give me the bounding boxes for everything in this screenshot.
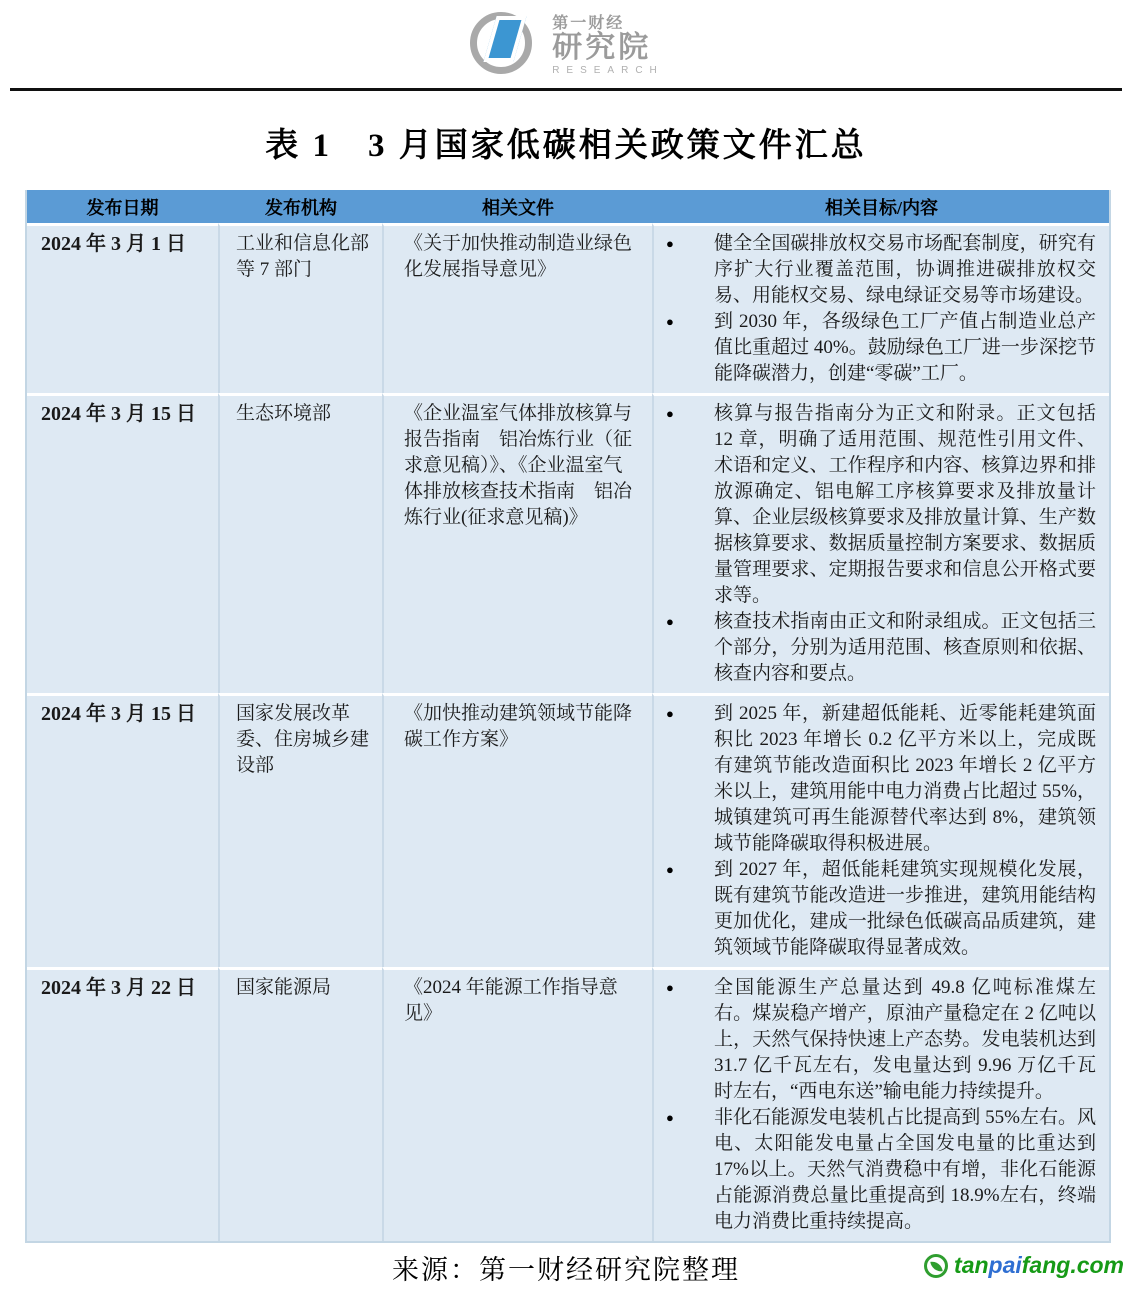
cell-goals-content: [652, 967, 1109, 1241]
tanpaifang-text-pai: pai: [988, 1252, 1022, 1278]
bullet-text: 核算与报告指南分为正文和附录。正文包括 12 章，明确了适用范围、规范性引用文件、术语和定义、工作程序和内容、核算边界和排放源确定、铝电解工序核算要求及排放量计算、企业层级核算要求及排放量计算、生产数据核算要求、数据质量控制方案要求、数据质量管理要求、定期报告要求和信息公开格式要求等。: [714, 403, 1096, 606]
cell-issuing-agency: 工业和信息化部等 7 部门: [218, 223, 382, 393]
cell-document-title: 《2024 年能源工作指导意见》: [382, 967, 652, 1241]
column-header-3: 相关目标/内容: [652, 190, 1109, 223]
bullet-item: [654, 857, 1109, 961]
header-divider: [10, 88, 1122, 91]
cell-issuing-agency: 生态环境部: [218, 393, 382, 693]
cell-document-title: 《加快推动建筑领域节能降碳工作方案》: [382, 693, 652, 967]
bullet-item: [654, 309, 1109, 387]
logo-research-label: RESEARCH: [552, 64, 664, 76]
cell-release-date: 2024 年 3 月 15 日: [27, 693, 218, 967]
bullet-text: 到 2027 年，超低能耗建筑实现规模化发展，既有建筑节能改造进一步推进，建筑用能结构更加优化，建成一批绿色低碳高品质建筑，建筑领域节能降碳取得显著成效。: [714, 859, 1096, 958]
bullet-item: [654, 701, 1109, 857]
tanpaifang-leaf-icon: [924, 1254, 948, 1278]
bullet-icon: ●: [666, 980, 674, 995]
cell-release-date: 2024 年 3 月 15 日: [27, 393, 218, 693]
source-note: 来源：第一财经研究院整理: [392, 1255, 740, 1285]
yicai-logo-icon: [468, 10, 542, 82]
logo-brand-name: 第一财经: [552, 14, 625, 32]
column-header-2: 相关文件: [382, 190, 652, 223]
yicai-logo-text: [552, 16, 664, 77]
bullet-icon: ●: [666, 862, 674, 877]
logo-institute-name: 研究院: [552, 31, 652, 65]
tanpaifang-text-fang: fang.com: [1021, 1252, 1124, 1278]
cell-goals-content: [652, 393, 1109, 693]
bullet-item: [654, 1105, 1109, 1235]
cell-release-date: 2024 年 3 月 1 日: [27, 223, 218, 393]
table-header-row: [27, 190, 1109, 223]
column-header-0: 发布日期: [27, 190, 218, 223]
bullet-text: 非化石能源发电装机占比提高到 55%左右。风电、太阳能发电量占全国发电量的比重达到 17%以上。天然气消费稳中有增，非化石能源占能源消费总量比重提高到 18.9%左右，终端电力消费比重持续提高。: [714, 1107, 1096, 1232]
bullet-item: [654, 609, 1109, 687]
bullet-icon: ●: [666, 236, 674, 251]
policy-table: [25, 190, 1111, 1243]
cell-document-title: 《企业温室气体排放核算与报告指南 铝冶炼行业（征求意见稿）》、《企业温室气体排放核查技术指南 铝冶炼行业(征求意见稿)》: [382, 393, 652, 693]
footer: [0, 1248, 1132, 1290]
table-title: 表 1 3 月国家低碳相关政策文件汇总: [265, 128, 867, 164]
cell-goals-content: [652, 223, 1109, 393]
cell-document-title: 《关于加快推动制造业绿色化发展指导意见》: [382, 223, 652, 393]
bullet-icon: ●: [666, 1110, 674, 1125]
table-row: [27, 223, 1109, 393]
bullet-item: [654, 975, 1109, 1105]
bullet-text: 核查技术指南由正文和附录组成。正文包括三个部分，分别为适用范围、核查原则和依据、核查内容和要点。: [714, 611, 1096, 684]
bullet-icon: ●: [666, 406, 674, 421]
cell-issuing-agency: 国家能源局: [218, 967, 382, 1241]
bullet-item: [654, 231, 1109, 309]
bullet-icon: ●: [666, 706, 674, 721]
bullet-item: [654, 401, 1109, 609]
cell-issuing-agency: 国家发展改革委、住房城乡建设部: [218, 693, 382, 967]
bullet-text: 到 2030 年，各级绿色工厂产值占制造业总产值比重超过 40%。鼓励绿色工厂进一步深挖节能降碳潜力，创建“零碳”工厂。: [714, 311, 1096, 384]
tanpaifang-logo: [924, 1252, 1124, 1279]
tanpaifang-text-tan: tan: [954, 1252, 989, 1278]
column-header-1: 发布机构: [218, 190, 382, 223]
bullet-icon: ●: [666, 614, 674, 629]
bullet-icon: ●: [666, 314, 674, 329]
table-row: [27, 693, 1109, 967]
bullet-text: 健全全国碳排放权交易市场配套制度，研究有序扩大行业覆盖范围，协调推进碳排放权交易、用能权交易、绿电绿证交易等市场建设。: [714, 233, 1096, 306]
cell-release-date: 2024 年 3 月 22 日: [27, 967, 218, 1241]
table-row: [27, 967, 1109, 1241]
yicai-research-logo: [0, 0, 1132, 84]
bullet-text: 全国能源生产总量达到 49.8 亿吨标准煤左右。煤炭稳产增产，原油产量稳定在 2 亿吨以上，天然气保持快速上产态势。发电装机达到 31.7 亿千瓦左右，发电量达到 9.96 万亿千瓦时左右，“西电东送”输电能力持续提升。: [714, 977, 1096, 1102]
table-row: [27, 393, 1109, 693]
bullet-text: 到 2025 年，新建超低能耗、近零能耗建筑面积比 2023 年增长 0.2 亿平方米以上，完成既有建筑节能改造面积比 2023 年增长 2 亿平方米以上，建筑用能中电力消费占比超过 55%，城镇建筑可再生能源替代率达到 8%，建筑领域节能降碳取得积极进展。: [714, 703, 1096, 854]
cell-goals-content: [652, 693, 1109, 967]
